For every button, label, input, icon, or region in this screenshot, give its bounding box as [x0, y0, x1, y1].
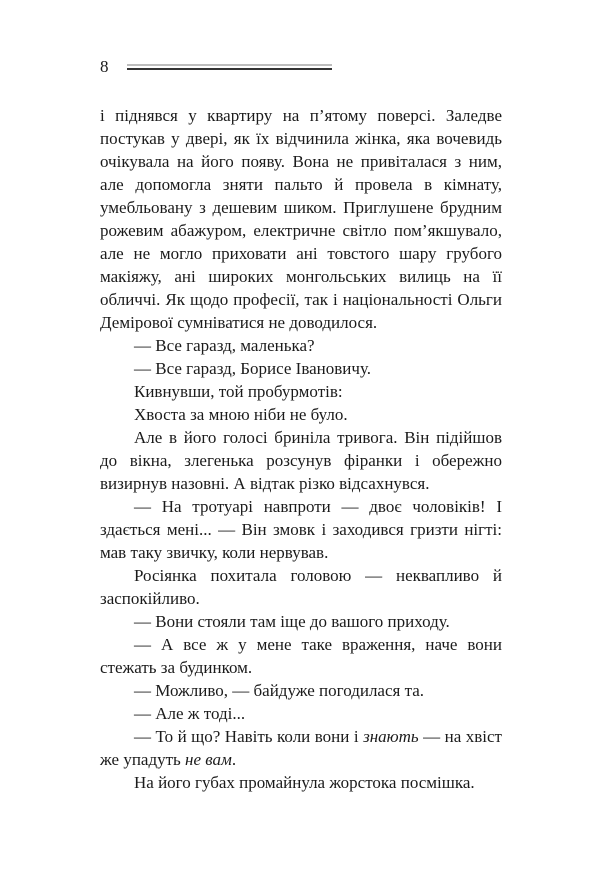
paragraph: [100, 633, 502, 679]
paragraph: [100, 564, 502, 610]
paragraph: [100, 104, 502, 334]
text-run: — А все ж у мене таке враження, наче вони стежать за будинком.: [100, 635, 502, 677]
text-run: Але в його голосі бриніла тривога. Він підійшов до вікна, злегенька розсунув фіранки і обережно визирнув назовні. А відтак різко відсахнувся.: [100, 428, 502, 493]
paragraph: [100, 357, 502, 380]
text-run: Кивнувши, той пробурмотів:: [134, 382, 343, 401]
text-run: — на хвіст же упадуть: [100, 727, 502, 769]
paragraph: [100, 495, 502, 564]
paragraph: [100, 380, 502, 403]
text-run: — Вони стояли там іще до вашого приходу.: [134, 612, 450, 631]
paragraph: [100, 771, 502, 794]
paragraph: [100, 610, 502, 633]
header-rule-divider: [127, 64, 332, 71]
text-run: — Можливо, — байдуже погодилася та.: [134, 681, 425, 700]
paragraph: [100, 725, 502, 771]
paragraph: [100, 679, 502, 702]
text-run: — То й що? Навіть коли вони і: [134, 727, 364, 746]
paragraph: [100, 334, 502, 357]
page-text: [100, 104, 502, 794]
text-run: — Все гаразд, маленька?: [134, 336, 315, 355]
text-run: — Але ж тоді...: [134, 704, 246, 723]
italic-text-run: знають: [363, 727, 419, 746]
text-run: .: [231, 750, 237, 769]
paragraph: [100, 702, 502, 725]
italic-text-run: не вам: [185, 750, 232, 769]
paragraph: [100, 426, 502, 495]
page-number: 8: [100, 57, 109, 76]
text-run: і піднявся у квартиру на п’ятому поверсі. Заледве постукав у двері, як їх відчинила жінка, яка вочевидь очікувала на його появу. Вона не привіталася з ним, але допомогла зняти пальто й провела в кімнату, умебльовану з дешевим шиком. Приглушене брудним рожевим абажуром, електричне світло пом’якшувало, але не могло приховати ані товстого шару грубого макіяжу, ані широких монгольських вилиць на її обличчі. Як щодо професії, так і національності Ольги Демірової сумніватися не доводилося.: [100, 106, 502, 332]
paragraph: [100, 403, 502, 426]
text-run: На його губах промайнула жорстока посмішка.: [134, 773, 475, 792]
text-run: — Все гаразд, Борисе Івановичу.: [134, 359, 371, 378]
text-run: Росіянка похитала головою — неквапливо й заспокійливо.: [100, 566, 502, 608]
text-run: — На тротуарі навпроти — двоє чоловіків! І здається мені... — Він змовк і заходився гризти нігті: мав таку звичку, коли нервував.: [100, 497, 502, 562]
text-run: Хвоста за мною ніби не було.: [134, 405, 348, 424]
page-header: [100, 56, 502, 78]
